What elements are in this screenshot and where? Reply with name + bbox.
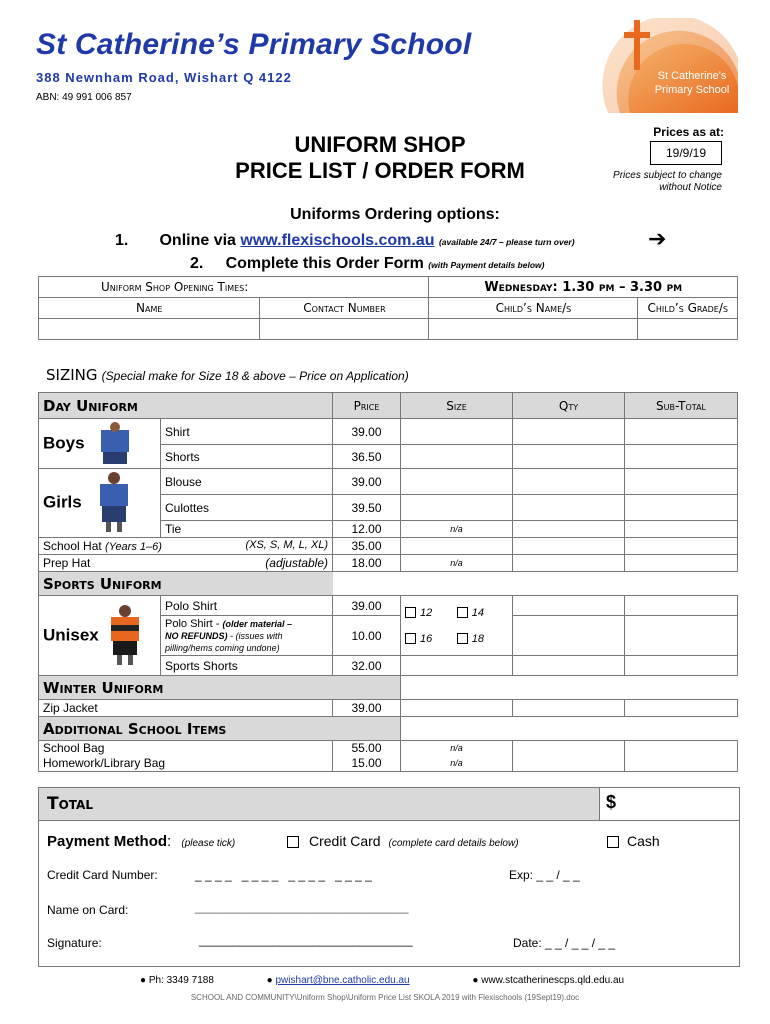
polo-old-subtotal[interactable] — [625, 616, 738, 656]
shorts-price: 36.50 — [333, 445, 401, 469]
boys-cell — [39, 419, 161, 469]
sports-shorts-qty[interactable] — [513, 656, 625, 676]
polo-old-qty[interactable] — [513, 616, 625, 656]
credit-card-checkbox[interactable] — [287, 836, 299, 848]
abn: ABN: 49 991 006 857 — [36, 92, 132, 103]
option-note: (with Payment details below) — [428, 260, 545, 270]
tie-size: n/a — [401, 521, 513, 538]
culottes-price: 39.50 — [333, 495, 401, 521]
spacer — [401, 676, 738, 700]
ordering-heading: Uniforms Ordering options: — [290, 206, 500, 223]
unisex-cell — [39, 596, 161, 676]
culottes-label: Culottes — [161, 495, 333, 521]
additional-items-cell — [39, 741, 333, 772]
zip-jacket-qty[interactable] — [513, 700, 625, 717]
child-grade-header: Child’s Grade/s — [638, 298, 738, 319]
cash-checkbox[interactable] — [607, 836, 619, 848]
child-name-field[interactable] — [429, 319, 638, 340]
prep-hat-note: (adjustable) — [265, 556, 328, 570]
sizing-text: (Special make for Size 18 & above – Price on Application) — [101, 369, 409, 383]
zip-jacket-subtotal[interactable] — [625, 700, 738, 717]
customer-info-table — [38, 276, 738, 340]
additional-items-prices — [333, 741, 401, 772]
order-table — [38, 392, 738, 772]
logo-text-1: St Catherine's — [657, 70, 727, 82]
sports-shorts-price: 32.00 — [333, 656, 401, 676]
day-uniform-header: Day Uniform — [39, 393, 333, 419]
spacer — [333, 572, 738, 596]
polo-old-cell — [161, 616, 333, 656]
payment-method-label: Payment Method — [47, 833, 168, 850]
school-hat-cell — [39, 538, 333, 555]
sizing-label: SIZING — [46, 366, 98, 384]
polo-subtotal[interactable] — [625, 596, 738, 616]
card-number-label: Credit Card Number: — [47, 868, 158, 882]
polo-label: Polo Shirt — [161, 596, 333, 616]
blouse-label: Blouse — [161, 469, 333, 495]
library-bag-size: n/a — [450, 758, 463, 768]
polo-old-price: 10.00 — [333, 616, 401, 656]
shorts-qty[interactable] — [513, 445, 625, 469]
price-change-note — [590, 170, 722, 194]
title-line-2: PRICE LIST / ORDER FORM — [235, 158, 525, 183]
polo-old-note-1: (older material – — [222, 618, 292, 629]
size-18-checkbox[interactable] — [457, 633, 468, 644]
total-field[interactable] — [600, 788, 739, 821]
price-note-line-2: without Notice — [659, 182, 722, 193]
total-label: Total — [47, 794, 93, 814]
unisex-label: Unisex — [43, 624, 99, 644]
date-field[interactable]: Date: _ _ / _ _ / _ _ — [513, 936, 616, 950]
child-name-header: Child’s Name/s — [429, 298, 638, 319]
name-on-card-field[interactable]: ________________________________ — [195, 900, 409, 914]
polo-qty[interactable] — [513, 596, 625, 616]
blouse-qty[interactable] — [513, 469, 625, 495]
spacer — [401, 717, 738, 741]
contact-number-header: Contact Number — [260, 298, 429, 319]
school-hat-subtotal[interactable] — [625, 538, 738, 555]
prep-hat-size: n/a — [401, 555, 513, 572]
size-14-label: 14 — [471, 606, 484, 619]
girls-uniform-photo — [94, 472, 134, 534]
size-16-label: 16 — [420, 632, 433, 645]
prices-date: 19/9/19 — [650, 141, 722, 165]
payment-colon: : — [167, 833, 172, 850]
zip-jacket-label: Zip Jacket — [39, 700, 333, 717]
tie-price: 12.00 — [333, 521, 401, 538]
tie-subtotal[interactable] — [625, 521, 738, 538]
additional-items-sizes — [401, 741, 513, 772]
credit-card-label: Credit Card — [309, 833, 381, 849]
zip-jacket-price: 39.00 — [333, 700, 401, 717]
bullet-icon: ● — [140, 975, 147, 986]
qty-header: Qty — [513, 393, 625, 419]
option-text: Complete this Order Form — [225, 255, 429, 272]
school-hat-sizes: (XS, S, M, L, XL) — [245, 539, 328, 551]
signature-label: Signature: — [47, 936, 102, 950]
school-address: 388 Newnham Road, Wishart Q 4122 — [36, 70, 292, 85]
ordering-option-online — [115, 232, 575, 250]
footer-phone: Ph: 3349 7188 — [148, 975, 214, 986]
sports-uniform-photo — [105, 605, 145, 667]
culottes-subtotal[interactable] — [625, 495, 738, 521]
culottes-size[interactable] — [401, 495, 513, 521]
blouse-subtotal[interactable] — [625, 469, 738, 495]
size-14-checkbox[interactable] — [457, 607, 468, 618]
library-bag-price: 15.00 — [351, 756, 382, 770]
price-header: Price — [333, 393, 401, 419]
school-bag-label: School Bag — [43, 741, 105, 755]
school-hat-size[interactable] — [401, 538, 513, 555]
culottes-qty[interactable] — [513, 495, 625, 521]
polo-old-note-4: pilling/hems coming undone) — [165, 642, 280, 653]
additional-items-header: Additional School Items — [39, 717, 401, 741]
blouse-price: 39.00 — [333, 469, 401, 495]
payment-method-row — [47, 833, 235, 850]
size-header: Size — [401, 393, 513, 419]
name-field[interactable] — [39, 319, 260, 340]
price-note-line-1: Prices subject to change — [613, 170, 722, 181]
girls-label: Girls — [43, 492, 82, 512]
boys-label: Boys — [43, 432, 85, 452]
sports-uniform-header: Sports Uniform — [39, 572, 333, 596]
opening-times-label: Uniform Shop Opening Times: — [39, 277, 429, 298]
prep-hat-label: Prep Hat — [43, 556, 91, 570]
bullet-icon: ● — [266, 975, 273, 986]
name-on-card-label: Name on Card: — [47, 903, 129, 917]
opening-times-value: Wednesday: 1.30 pm – 3.30 pm — [429, 277, 738, 298]
expiry-field[interactable]: Exp: _ _ / _ _ — [509, 868, 580, 882]
credit-card-note: (complete card details below) — [388, 838, 519, 849]
school-hat-price: 35.00 — [333, 538, 401, 555]
subtotal-header: Sub-Total — [625, 393, 738, 419]
school-name: St Catherine’s Primary School — [36, 28, 472, 61]
shorts-subtotal[interactable] — [625, 445, 738, 469]
polo-price: 39.00 — [333, 596, 401, 616]
polo-old-note-2: NO REFUNDS) — [165, 630, 228, 641]
total-bar — [39, 788, 600, 821]
cash-option — [607, 833, 660, 849]
option-text: Online via — [159, 232, 241, 249]
form-title — [190, 132, 570, 184]
zip-jacket-size[interactable] — [401, 700, 513, 717]
prices-as-at-label: Prices as at: — [653, 125, 724, 139]
footer-file-path: SCHOOL AND COMMUNITY\Uniform Shop\Uniform Price List SKOLA 2019 with Flexischools (19Sept19).doc — [190, 993, 580, 1002]
school-hat-label: School Hat — [43, 539, 102, 553]
prep-hat-price: 18.00 — [333, 555, 401, 572]
footer — [140, 975, 680, 986]
additional-items-subtotal[interactable] — [625, 741, 738, 772]
option-number: 2. — [190, 255, 204, 272]
size-12-label: 12 — [420, 606, 433, 619]
cash-label: Cash — [627, 833, 660, 849]
logo-text-2: Primary School — [654, 84, 730, 96]
polo-old-note-3: - (issues with — [227, 630, 283, 641]
dollar-sign: $ — [606, 792, 617, 812]
shorts-label: Shorts — [161, 445, 333, 469]
footer-website: www.stcatherinescps.qld.edu.au — [481, 975, 625, 986]
sports-shorts-subtotal[interactable] — [625, 656, 738, 676]
title-line-1: UNIFORM SHOP — [294, 132, 466, 157]
tie-qty[interactable] — [513, 521, 625, 538]
library-bag-label: Homework/Library Bag — [43, 756, 166, 770]
bullet-icon: ● — [472, 975, 479, 986]
shirt-subtotal[interactable] — [625, 419, 738, 445]
option-note: (available 24/7 – please turn over) — [438, 237, 575, 247]
polo-old-label: Polo Shirt - — [165, 617, 223, 630]
size-18-label: 18 — [471, 632, 484, 645]
shirt-price: 39.00 — [333, 419, 401, 445]
sizing-note — [46, 366, 409, 384]
girls-cell — [39, 469, 161, 538]
blouse-size[interactable] — [401, 469, 513, 495]
child-grade-field[interactable] — [638, 319, 738, 340]
school-hat-years: (Years 1–6) — [105, 541, 162, 553]
boys-uniform-photo — [95, 422, 135, 466]
sports-shorts-size[interactable] — [401, 656, 513, 676]
school-logo — [598, 18, 748, 118]
school-bag-size: n/a — [450, 743, 463, 753]
shirt-qty[interactable] — [513, 419, 625, 445]
polo-size-options — [401, 596, 513, 656]
payment-section — [38, 787, 740, 967]
prep-hat-qty[interactable] — [513, 555, 625, 572]
prep-hat-cell — [39, 555, 333, 572]
shirt-label: Shirt — [161, 419, 333, 445]
footer-email-link[interactable]: pwishart@bne.catholic.edu.au — [275, 975, 410, 986]
shorts-size[interactable] — [401, 445, 513, 469]
sports-shorts-label: Sports Shorts — [161, 656, 333, 676]
option-number: 1. — [115, 232, 129, 249]
prep-hat-subtotal[interactable] — [625, 555, 738, 572]
flexischools-link[interactable]: www.flexischools.com.au — [240, 232, 435, 249]
credit-card-option — [287, 833, 519, 849]
school-hat-qty[interactable] — [513, 538, 625, 555]
winter-uniform-header: Winter Uniform — [39, 676, 401, 700]
school-bag-price: 55.00 — [351, 741, 382, 755]
tie-label: Tie — [161, 521, 333, 538]
shirt-size[interactable] — [401, 419, 513, 445]
name-header: Name — [39, 298, 260, 319]
ordering-option-form — [190, 255, 544, 273]
arrow-right-icon: ➔ — [648, 226, 667, 251]
additional-items-qty[interactable] — [513, 741, 625, 772]
card-number-field[interactable]: _ _ _ _ _ _ _ _ _ _ _ _ _ _ _ _ — [195, 868, 372, 882]
size-16-checkbox[interactable] — [405, 633, 416, 644]
contact-number-field[interactable] — [260, 319, 429, 340]
tick-note: (please tick) — [181, 838, 236, 849]
signature-field[interactable]: ________________________________ — [199, 933, 413, 947]
size-12-checkbox[interactable] — [405, 607, 416, 618]
